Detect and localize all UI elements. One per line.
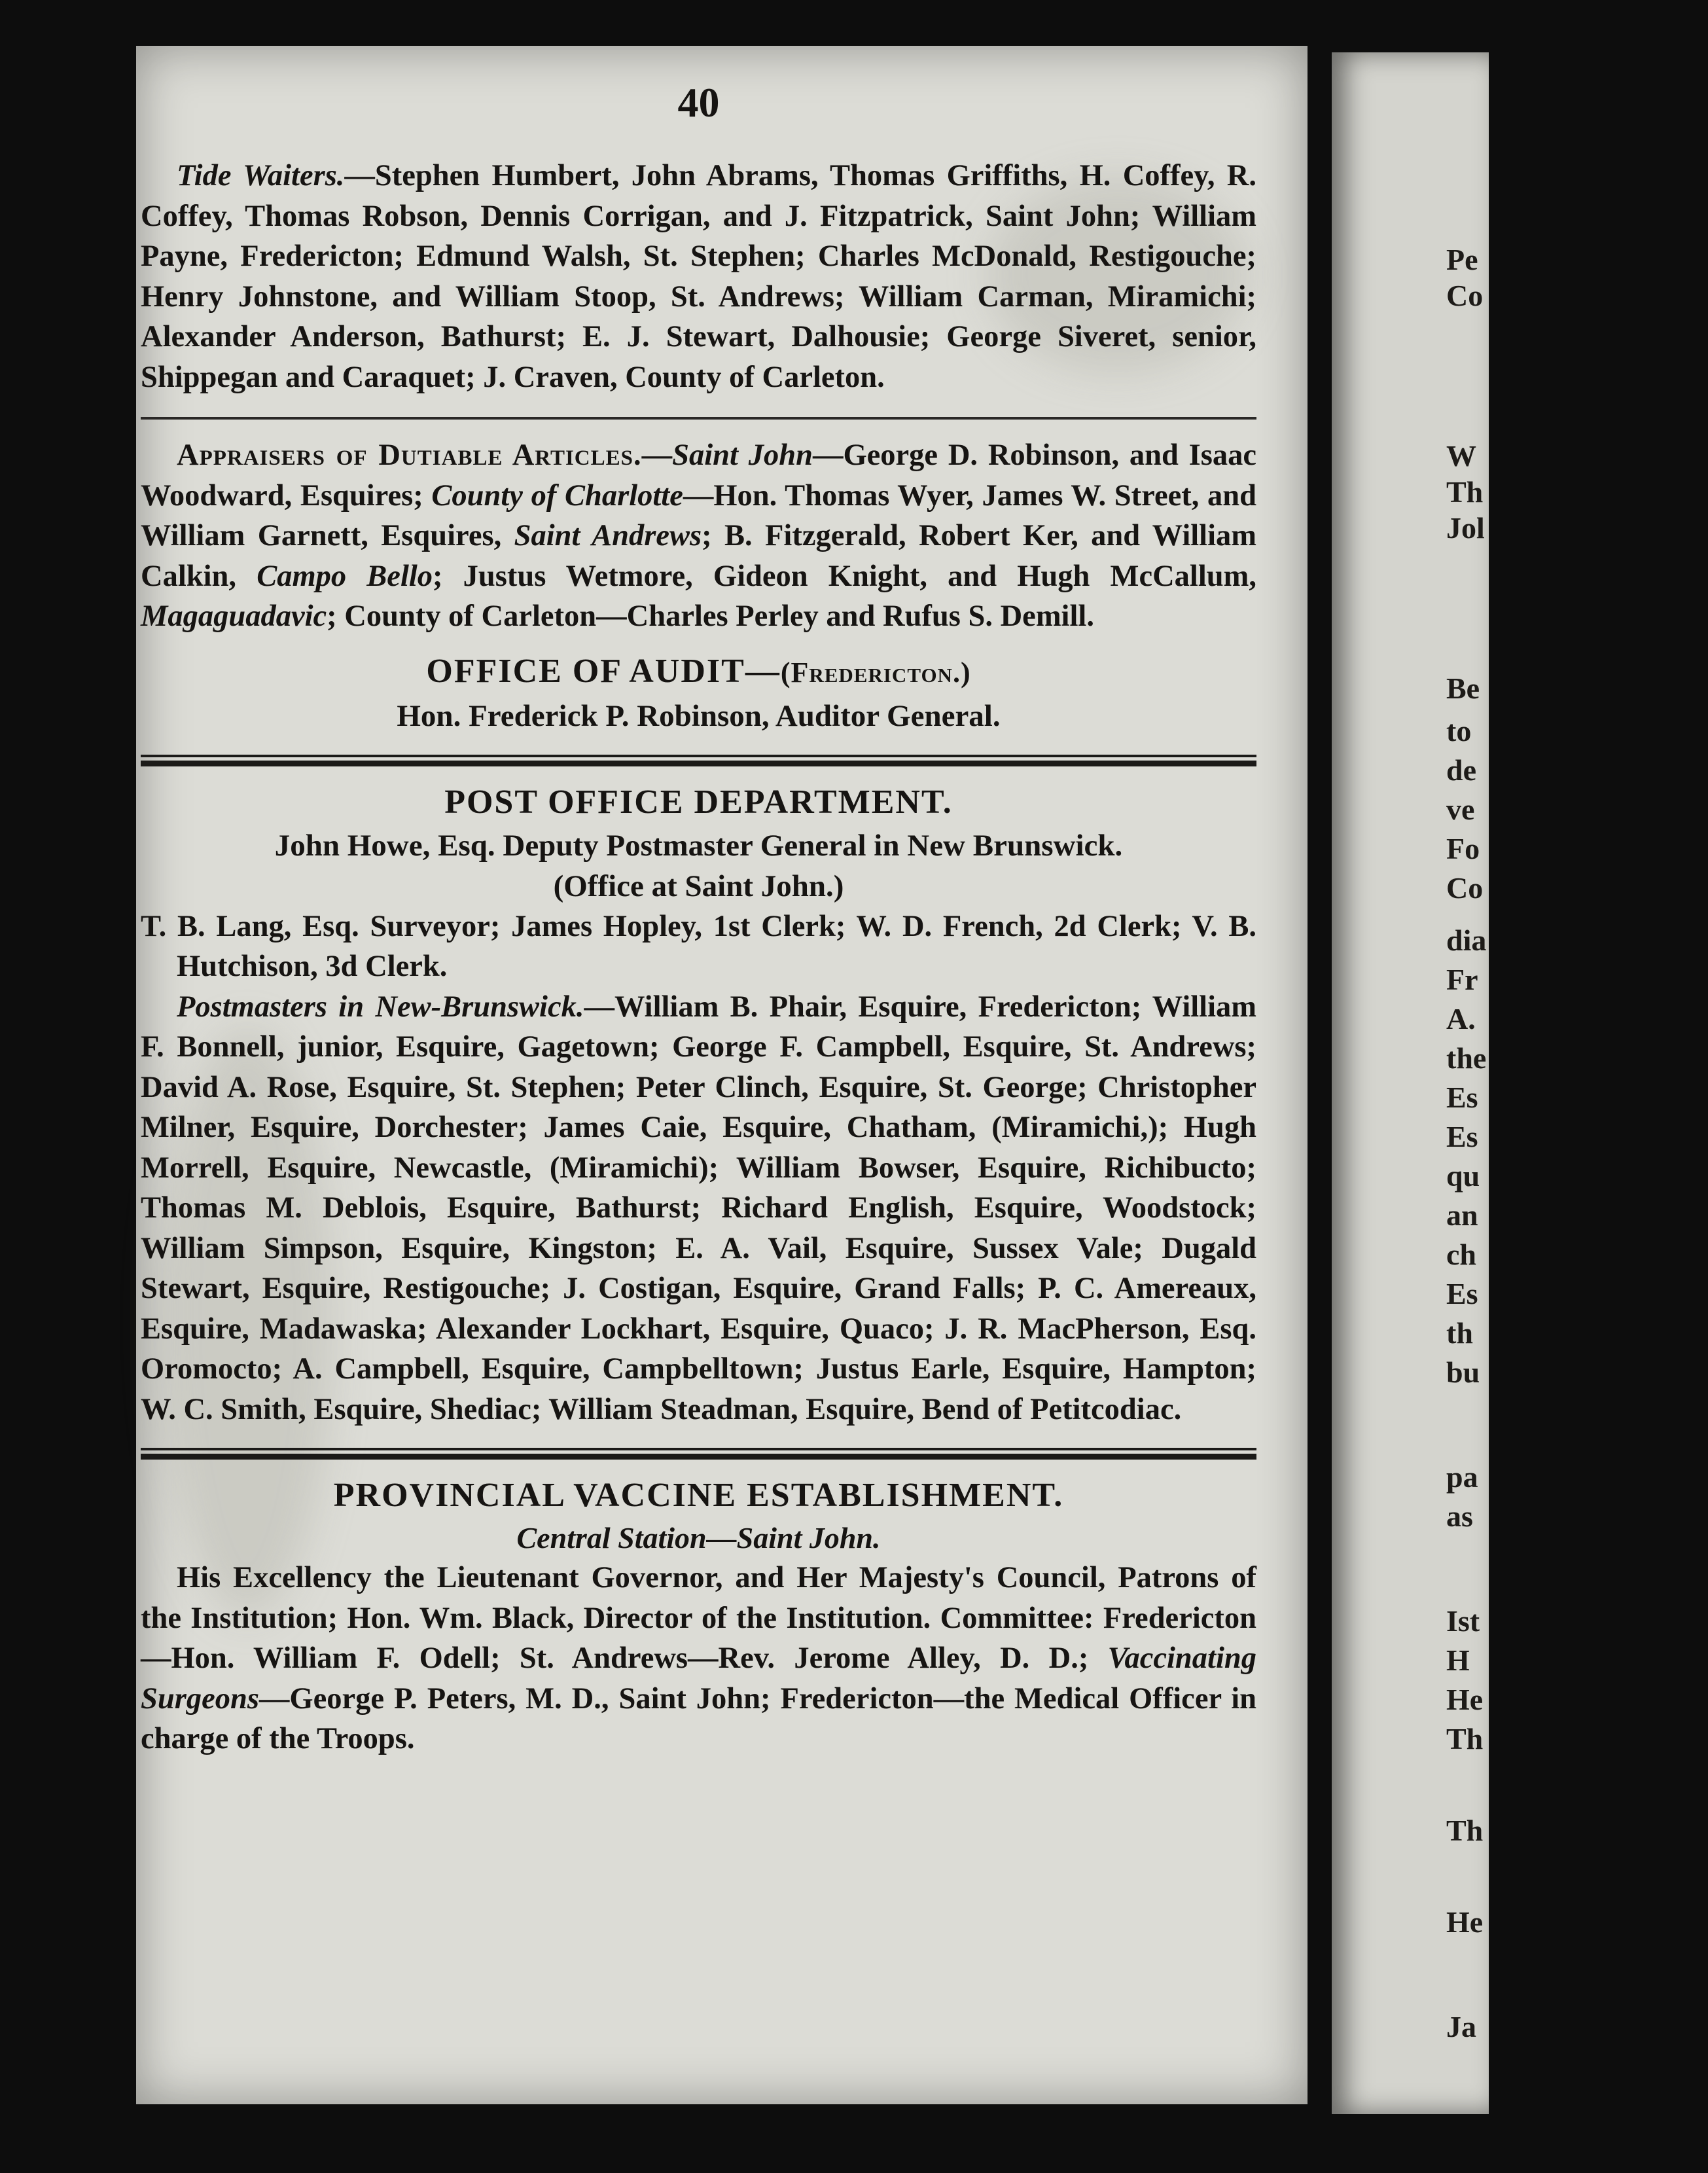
post-office-heading: POST OFFICE DEPARTMENT. [444, 783, 953, 821]
facing-fragment: W [1446, 439, 1476, 473]
appraisers-label: Appraisers of Dutiable Articles. [177, 439, 642, 472]
appraisers-text: —George D. Robinson, and Isaac Woodward, Esquires; [141, 439, 1257, 512]
facing-fragment: dia [1446, 924, 1487, 957]
audit-location: (Fredericton.) [780, 656, 971, 689]
facing-fragment: to [1446, 714, 1472, 747]
facing-fragment: de [1446, 753, 1476, 787]
tide-waiters-paragraph [141, 156, 1256, 397]
postmasters-text: —William B. Phair, Esquire, Fredericton; William F. Bonnell, junior, Esquire, Gagetown; George F. Campbell, Esquire, St. Andrews; David A. Rose, Esquire, St. Stephen; Peter Clinch, Esquire, St. George; Christopher Milner, Esquire, Dorchester; James Caie, Esquire, Chatham, (Miramichi,); Hugh Morrell, Esquire, Newcastle, (Miramichi); William Bowser, Esquire, Richibucto; Thomas M. Deblois, Esquire, Bathurst; Richard English, Esquire, Woodstock; William Simpson, Esquire, Kingston; E. A. Vail, Esquire, Sussex Vale; Dugald Stewart, Esquire, Restigouche; J. Costigan, Esquire, Grand Falls; P. C. Amereaux, Esquire, Madawaska; Alexander Lockhart, Esquire, Quaco; J. R. MacPherson, Esq. Oromocto; A. Campbell, Esquire, Campbelltown; Justus Earle, Esquire, Hampton; W. C. Smith, Esquire, Shediac; William Steadman, Esquire, Bend of Petitcodiac. [141, 990, 1257, 1426]
vaccine-paragraph [141, 1558, 1256, 1759]
facing-fragment: Es [1446, 1120, 1478, 1153]
facing-fragment: Co [1446, 279, 1484, 312]
tide-waiters-text: —Stephen Humbert, John Abrams, Thomas Griffiths, H. Coffey, R. Coffey, Thomas Robson, Dennis Corrigan, and J. Fitzpatrick, Saint John; William Payne, Fredericton; Edmund Walsh, St. Stephen; Charles McDonald, Restigouche; Henry Johnstone, and William Stoop, St. Andrews; William Carman, Miramichi; Alexander Anderson, Bathurst; E. J. Stewart, Dalhousie; George Siveret, senior, Shippegan and Caraquet; J. Craven, County of Carleton. [141, 159, 1256, 394]
appraisers-text: —Hon. Thomas Wyer, James W. Street, and William Garnett, Esquires, [141, 478, 1256, 552]
facing-fragment: qu [1446, 1159, 1480, 1193]
vaccine-text: His Excellency the Lieutenant Governor, and Her Majesty's Council, Patrons of the Institution; Hon. Wm. Black, Director of the Institution. Committee: Fredericton—Hon. William F. Odell; St. Andrews—Rev. Jerome Alley, D. D.; [141, 1561, 1256, 1675]
text-column [141, 79, 1256, 1759]
vaccinating-surgeons-label: Vaccinating Surgeons [141, 1642, 1256, 1715]
facing-fragment: Th [1446, 1814, 1484, 1847]
facing-fragment: Ja [1446, 2010, 1476, 2043]
appraisers-place: Saint John [672, 439, 813, 472]
deputy-postmaster: John Howe, Esq. Deputy Postmaster General in New Brunswick. [274, 828, 1123, 863]
facing-fragment: Fo [1446, 832, 1480, 865]
vaccine-text: —George P. Peters, M. D., Saint John; Fredericton—the Medical Officer in charge of the Troops. [141, 1681, 1256, 1755]
appraisers-text: — [641, 439, 673, 472]
facing-fragment: Jol [1446, 511, 1485, 545]
facing-fragment: Pe [1446, 243, 1478, 276]
appraisers-place: Saint Andrews [514, 519, 702, 552]
appraisers-paragraph [141, 435, 1256, 637]
appraisers-text: ; County of Carleton—Charles Perley and Rufus S. Demill. [327, 600, 1094, 633]
facing-fragment: th [1446, 1316, 1473, 1350]
postmasters-paragraph [141, 987, 1256, 1430]
facing-fragment: pa [1446, 1460, 1478, 1494]
facing-fragment: Co [1446, 871, 1484, 905]
post-office-staff: T. B. Lang, Esq. Surveyor; James Hopley, 1st Clerk; W. D. French, 2d Clerk; V. B. Hutchison, 3d Clerk. [141, 909, 1256, 983]
audit-heading [141, 649, 1256, 696]
facing-fragment: He [1446, 1905, 1484, 1939]
facing-fragment: A. [1446, 1002, 1476, 1035]
facing-fragment: Ist [1446, 1604, 1480, 1638]
facing-fragment: Th [1446, 475, 1484, 509]
facing-fragment: as [1446, 1500, 1473, 1533]
facing-fragment: Fr [1446, 963, 1478, 996]
appraisers-text: ; B. Fitzgerald, Robert Ker, and William Calkin, [141, 519, 1256, 593]
facing-fragment: an [1446, 1198, 1478, 1232]
page-number: 40 [677, 79, 720, 126]
double-rule [141, 755, 1256, 766]
facing-fragment: the [1446, 1041, 1487, 1075]
audit-title: OFFICE OF AUDIT— [426, 652, 781, 690]
vaccine-subtitle: Central Station—Saint John. [516, 1521, 881, 1554]
section-divider [141, 417, 1256, 420]
facing-fragment: Be [1446, 672, 1480, 705]
appraisers-text: ; Justus Wetmore, Gideon Knight, and Hugh McCallum, [433, 559, 1256, 593]
tide-waiters-label: Tide Waiters. [177, 159, 345, 192]
postmasters-label: Postmasters in New-Brunswick. [177, 990, 584, 1024]
appraisers-place: Campo Bello [257, 559, 433, 593]
facing-fragment: Es [1446, 1277, 1478, 1310]
double-rule [141, 1448, 1256, 1460]
auditor-general: Hon. Frederick P. Robinson, Auditor General. [397, 698, 1001, 733]
facing-fragment: ve [1446, 793, 1475, 826]
appraisers-place: Magaguadavic [141, 600, 327, 633]
facing-fragment: He [1446, 1683, 1484, 1716]
appraisers-place: County of Charlotte [431, 478, 683, 512]
office-location: (Office at Saint John.) [553, 869, 844, 903]
facing-fragment: ch [1446, 1238, 1476, 1271]
facing-page-edge [1332, 52, 1489, 2114]
vaccine-heading: PROVINCIAL VACCINE ESTABLISHMENT. [333, 1477, 1064, 1514]
facing-fragment: Th [1446, 1722, 1484, 1755]
facing-fragment: Es [1446, 1081, 1478, 1114]
facing-fragment: bu [1446, 1356, 1480, 1389]
facing-fragment: H [1446, 1643, 1470, 1677]
